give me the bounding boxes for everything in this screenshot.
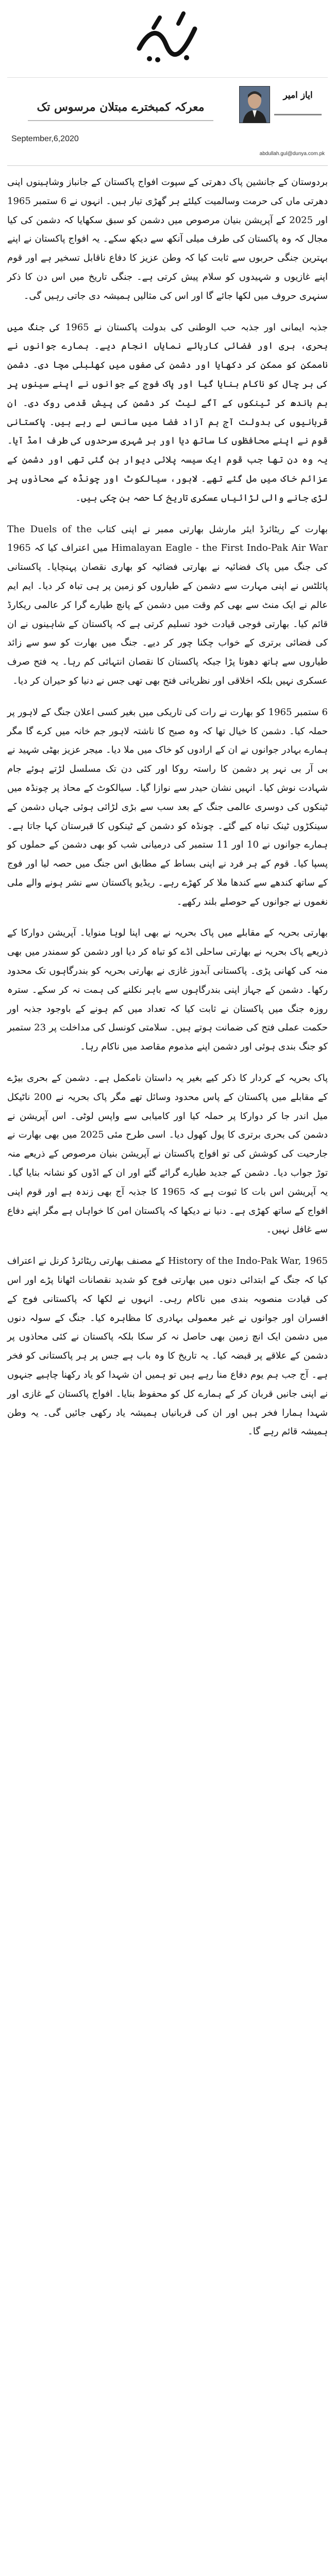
author-name: ایاز امیر [283, 90, 313, 100]
title-underline [28, 120, 213, 121]
article-paragraph: پاک بحریہ کے کردار کا ذکر کیے بغیر یہ داستان نامکمل ہے۔ دشمن کے بحری بیڑے کے مقابلے میں پاکستان کے پاس محدود وسائل تھے مگر پاک بحریہ نے 200 ناٹیکل میل اندر جا کر دوارکا پر حملہ کیا اور کامیابی سے واپس لوٹی۔ اس آپریشن نے دشمن کی بحری برتری کا پول کھول دیا۔ اسی طرح مئی 2025 میں بھی بھارت نے جارحیت کی کوشش کی تو افواج پاکستان نے آپریشن بنیان مرصوص کے ذریعے منہ توڑ جواب دیا۔ دشمن کے جدید طیارے گرائے گئے اور ان کے اڈوں کو نشانہ بنایا گیا۔ یہ آپریشن اس بات کا ثبوت ہے کہ 1965 کا جذبہ آج بھی زندہ ہے اور قوم اپنی افواج کے ساتھ کھڑی ہے۔ دنیا نے دیکھا کہ پاکستان امن کا خواہاں ہے مگر اپنے دفاع سے غافل نہیں۔ [7, 1073, 328, 1235]
masthead [7, 0, 328, 77]
author-portrait-icon [240, 87, 270, 123]
article-paragraph: بھارت کے ریٹائرڈ ایئر مارشل بھارتی ممبر نے اپنی کتاب The Duels of the Himalayan Eagle - the First Indo-Pak Air War میں اعتراف کیا کہ 1965 کی جنگ میں پاک فضائیہ نے بھارتی فضائیہ کو بھاری نقصان پہنچایا۔ پاکستانی پائلٹس نے اپنی مہارت سے دشمن کے طیاروں کو زمین پر ہی تباہ کر دیا۔ ایم ایم عالم نے ایک منٹ سے بھی کم وقت میں دشمن کے پانچ طیارے گرا کر عالمی ریکارڈ قائم کیا۔ بھارتی فوجی قیادت خود تسلیم کرتی ہے کہ پاکستان کے شاہینوں نے ان کی فضائی برتری کے خواب چکنا چور کر دیے۔ جنگ میں بھارت کو سو سے زائد طیاروں سے ہاتھ دھونا پڑا جبکہ پاکستان کا نقصان انتہائی کم رہا۔ یہ فتح صرف عسکری نہیں بلکہ اخلاقی اور نظریاتی فتح بھی تھی جس نے دنیا کو حیران کر دیا۔ [7, 523, 328, 686]
author-email: abdullah.gul@dunya.com.pk [259, 151, 325, 157]
article-paragraph: 6 ستمبر 1965 کو بھارت نے رات کی تاریکی میں بغیر کسی اعلان جنگ کے لاہور پر حملہ کیا۔ دشمن کا خیال تھا کہ وہ صبح کا ناشتہ لاہور جم خانہ میں کرے گا مگر ہمارے بہادر جوانوں نے ان کے ارادوں کو خاک میں ملا دیا۔ میجر عزیز بھٹی شہید نے بی آر بی نہر پر دشمن کا راستہ روکا اور کئی دن تک مسلسل لڑتے ہوئے جام شہادت نوش کیا۔ انہیں نشان حیدر سے نوازا گیا۔ سیالکوٹ کے محاذ پر چونڈہ میں ٹینکوں کی دوسری عالمی جنگ کے بعد سب سے بڑی لڑائی ہوئی جہاں دشمن کے سینکڑوں ٹینک تباہ کیے گئے۔ چونڈہ کو دشمن کے ٹینکوں کا قبرستان کہا جاتا ہے۔ ہمارے جوانوں نے 10 اور 11 ستمبر کی درمیانی شب کو بھی دشمن کے حملوں کو پسپا کیا۔ قوم کے ہر فرد نے اپنی بساط کے مطابق اس جنگ میں حصہ لیا اور فوج کے ساتھ کندھے سے کندھا ملا کر کھڑے رہے۔ ریڈیو پاکستان سے نشر ہونے والے ملی نغموں نے جوانوں کے حوصلے بلند رکھے۔ [7, 706, 328, 907]
column-title: معرکہ کمبخترے مبتلان مرسوس تک [37, 100, 205, 114]
article-paragraph: بھارتی بحریہ کے مقابلے میں پاک بحریہ نے بھی اپنا لوہا منوایا۔ آپریشن دوارکا کے ذریعے پاک بحریہ نے بھارتی ساحلی اڈے کو تباہ کر دیا اور دشمن کو سمندر میں بھی منہ کی کھانی پڑی۔ پاکستانی آبدوز غازی نے بھارتی بحریہ کو بندرگاہوں تک محدود رکھا۔ دشمن کے جہاز اپنی بندرگاہوں سے باہر نکلنے کی ہمت نہ کر سکے۔ سترہ روزہ جنگ میں پاکستان نے ثابت کیا کہ تعداد میں کم ہونے کے باوجود جذبہ اور حکمت عملی فتح کی ضمانت ہوتے ہیں۔ سلامتی کونسل کی مداخلت پر 23 ستمبر کو جنگ بندی ہوئی اور دشمن اپنے مذموم مقاصد میں ناکام رہا۔ [7, 927, 328, 1053]
logo-calligraphy-icon [129, 8, 206, 69]
article-paragraph: History of the Indo-Pak War, 1965 کے مصنف بھارتی ریٹائرڈ کرنل نے اعتراف کیا کہ جنگ کے ابتدائی دنوں میں بھارتی فوج کو شدید نقصانات اٹھانا پڑے اور اس کی قیادت منصوبہ بندی میں ناکام رہی۔ انہوں نے لکھا کہ پاکستانی فوج کے افسران اور جوانوں نے غیر معمولی بہادری کا مظاہرہ کیا۔ جنگ کے سولہ دنوں میں دشمن ایک انچ زمین بھی حاصل نہ کر سکا بلکہ پاکستان نے کئی محاذوں پر دشمن کے علاقے پر قبضہ کیا۔ یہ تاریخ کا وہ باب ہے جس پر ہر پاکستانی کو فخر ہے۔ آج جب ہم یوم دفاع منا رہے ہیں تو ہمیں ان شہدا کو یاد رکھنا چاہیے جنہوں نے اپنی جانیں قربان کر کے ہمارے کل کو محفوظ بنایا۔ افواج پاکستان کے غازی اور شہدا ہمارا فخر ہیں اور ان کی قربانیاں ہمیشہ یاد رکھی جائیں گی۔ یہ وطن ہمیشہ قائم رہے گا۔ [7, 1256, 328, 1437]
newspaper-logo [129, 8, 206, 69]
column-header [7, 77, 328, 166]
article-body [7, 166, 328, 1442]
publish-date: September,6,2020 [11, 134, 79, 143]
author-box [237, 85, 325, 162]
article-paragraph: جذبہ ایمانی اور جذبہ حب الوطنی کی بدولت پاکستان نے 1965 کی جنگ میں بحری، بری اور فضائی کارہائے نمایاں انجام دیے۔ ہمارے جوانوں نے ناممکن کو ممکن کر دکھایا اور دشمن کی صفوں میں کھلبلی مچا دی۔ دشمن کی ہر چال کو ناکام بنایا گیا اور پاک فوج کے جوانوں نے اپنے سینوں پر بم باندھ کر ٹینکوں کے آگے لیٹ کر دشمن کی پیش قدمی روک دی۔ ان قربانیوں کی بدولت آج ہم آزاد فضا میں سانس لے رہے ہیں۔ پاکستانی قوم نے اپنے محافظوں کا ساتھ دیا اور ہر شہری سرحدوں کی طرف امڈ آیا۔ یہ وہ دن تھا جب قوم ایک سیسہ پلائی دیوار بن گئی تھی اور دشمن کے عزائم خاک میں مل گئے تھے۔ لاہور، سیالکوٹ اور چونڈہ کے محاذوں پر لڑی جانے والی لڑائیاں عسکری تاریخ کا حصہ بن چکی ہیں۔ [7, 321, 328, 503]
article-paragraph: بردوستان کے جانشین پاک دھرتی کے سپوت افواج پاکستان کے جانباز وشاہینوں اپنی دھرتی ماں کی حرمت وسالمیت کیلئے ہر گھڑی تیار ہیں۔ انہوں نے 6 ستمبر 1965 اور 2025 کے آپریشن بنیان مرصوص میں دشمن کو سبق سکھایا کہ دشمن کی کیا مجال کہ وہ پاکستان کی طرف میلی آنکھ سے دیکھ سکے۔ یہ افواج پاکستان نے اپنے بہترین جنگی حربوں سے ثابت کیا کہ وطن عزیز کا دفاع ناقابل تسخیر ہے اور قوم اپنے غازیوں و شہیدوں کو سلام پیش کرتی ہے۔ جنگی تاریخ میں اس دن کا ذکر سنہری حروف میں لکھا جائے گا اور اس کی مثالیں ہمیشہ دی جاتی رہیں گی۔ [7, 177, 328, 301]
author-avatar [239, 86, 270, 123]
author-divider [274, 114, 322, 115]
